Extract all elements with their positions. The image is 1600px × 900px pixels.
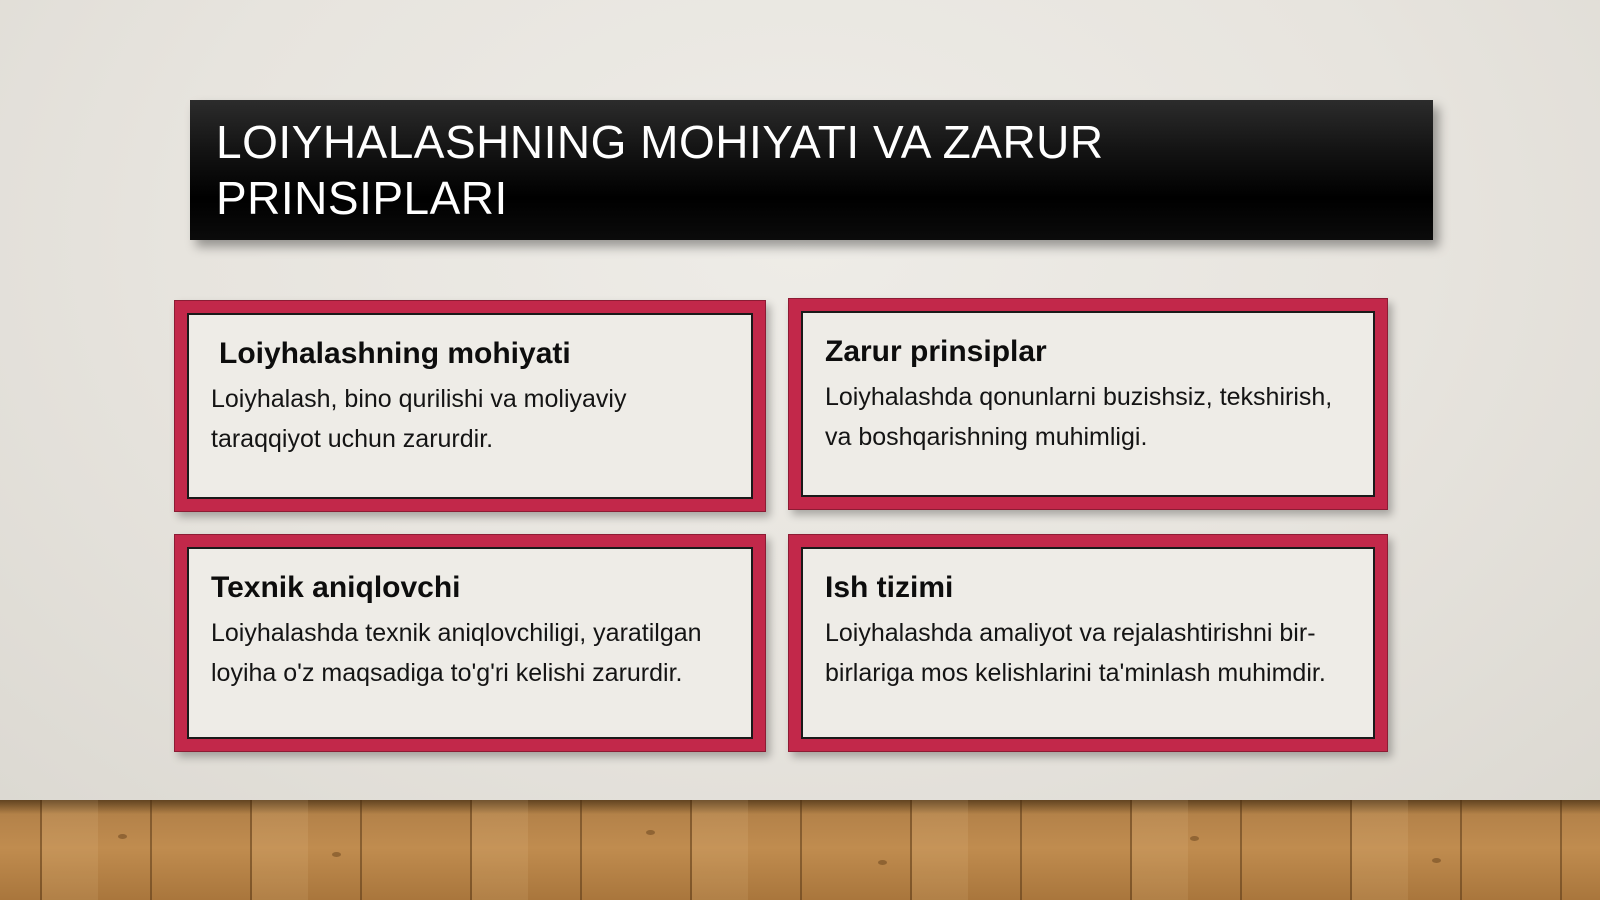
content-card-3-body: Loiyhalashda texnik aniqlovchiligi, yaratilgan loyiha o'z maqsadiga to'g'ri kelishi zarurdir.	[211, 619, 702, 687]
content-card-1	[174, 300, 766, 512]
content-card-4	[788, 534, 1388, 752]
content-card-3	[174, 534, 766, 752]
content-card-3-title: Texnik aniqlovchi	[211, 571, 461, 604]
content-card-2	[788, 298, 1388, 510]
content-card-2-body: Loiyhalashda qonunlarni buzishsiz, tekshirish, va boshqarishning muhimligi.	[825, 383, 1333, 451]
content-card-2-title: Zarur prinsiplar	[825, 335, 1047, 368]
content-card-2-inner	[801, 311, 1375, 497]
content-card-3-inner	[187, 547, 753, 739]
content-card-1-title: Loiyhalashning mohiyati	[219, 337, 571, 370]
page-title: LOIYHALASHNING MOHIYATI VA ZARUR PRINSIPLARI	[216, 116, 1104, 224]
content-card-1-inner	[187, 313, 753, 499]
content-card-4-body: Loiyhalashda amaliyot va rejalashtirishni bir-birlariga mos kelishlarini ta'minlash muhimdir.	[825, 619, 1326, 687]
content-card-4-title: Ish tizimi	[825, 571, 954, 604]
content-card-1-body: Loiyhalash, bino qurilishi va moliyaviy taraqqiyot uchun zarurdir.	[211, 385, 627, 453]
content-card-4-inner	[801, 547, 1375, 739]
slide-background-floor	[0, 800, 1600, 900]
slide-title-bar	[190, 100, 1433, 240]
